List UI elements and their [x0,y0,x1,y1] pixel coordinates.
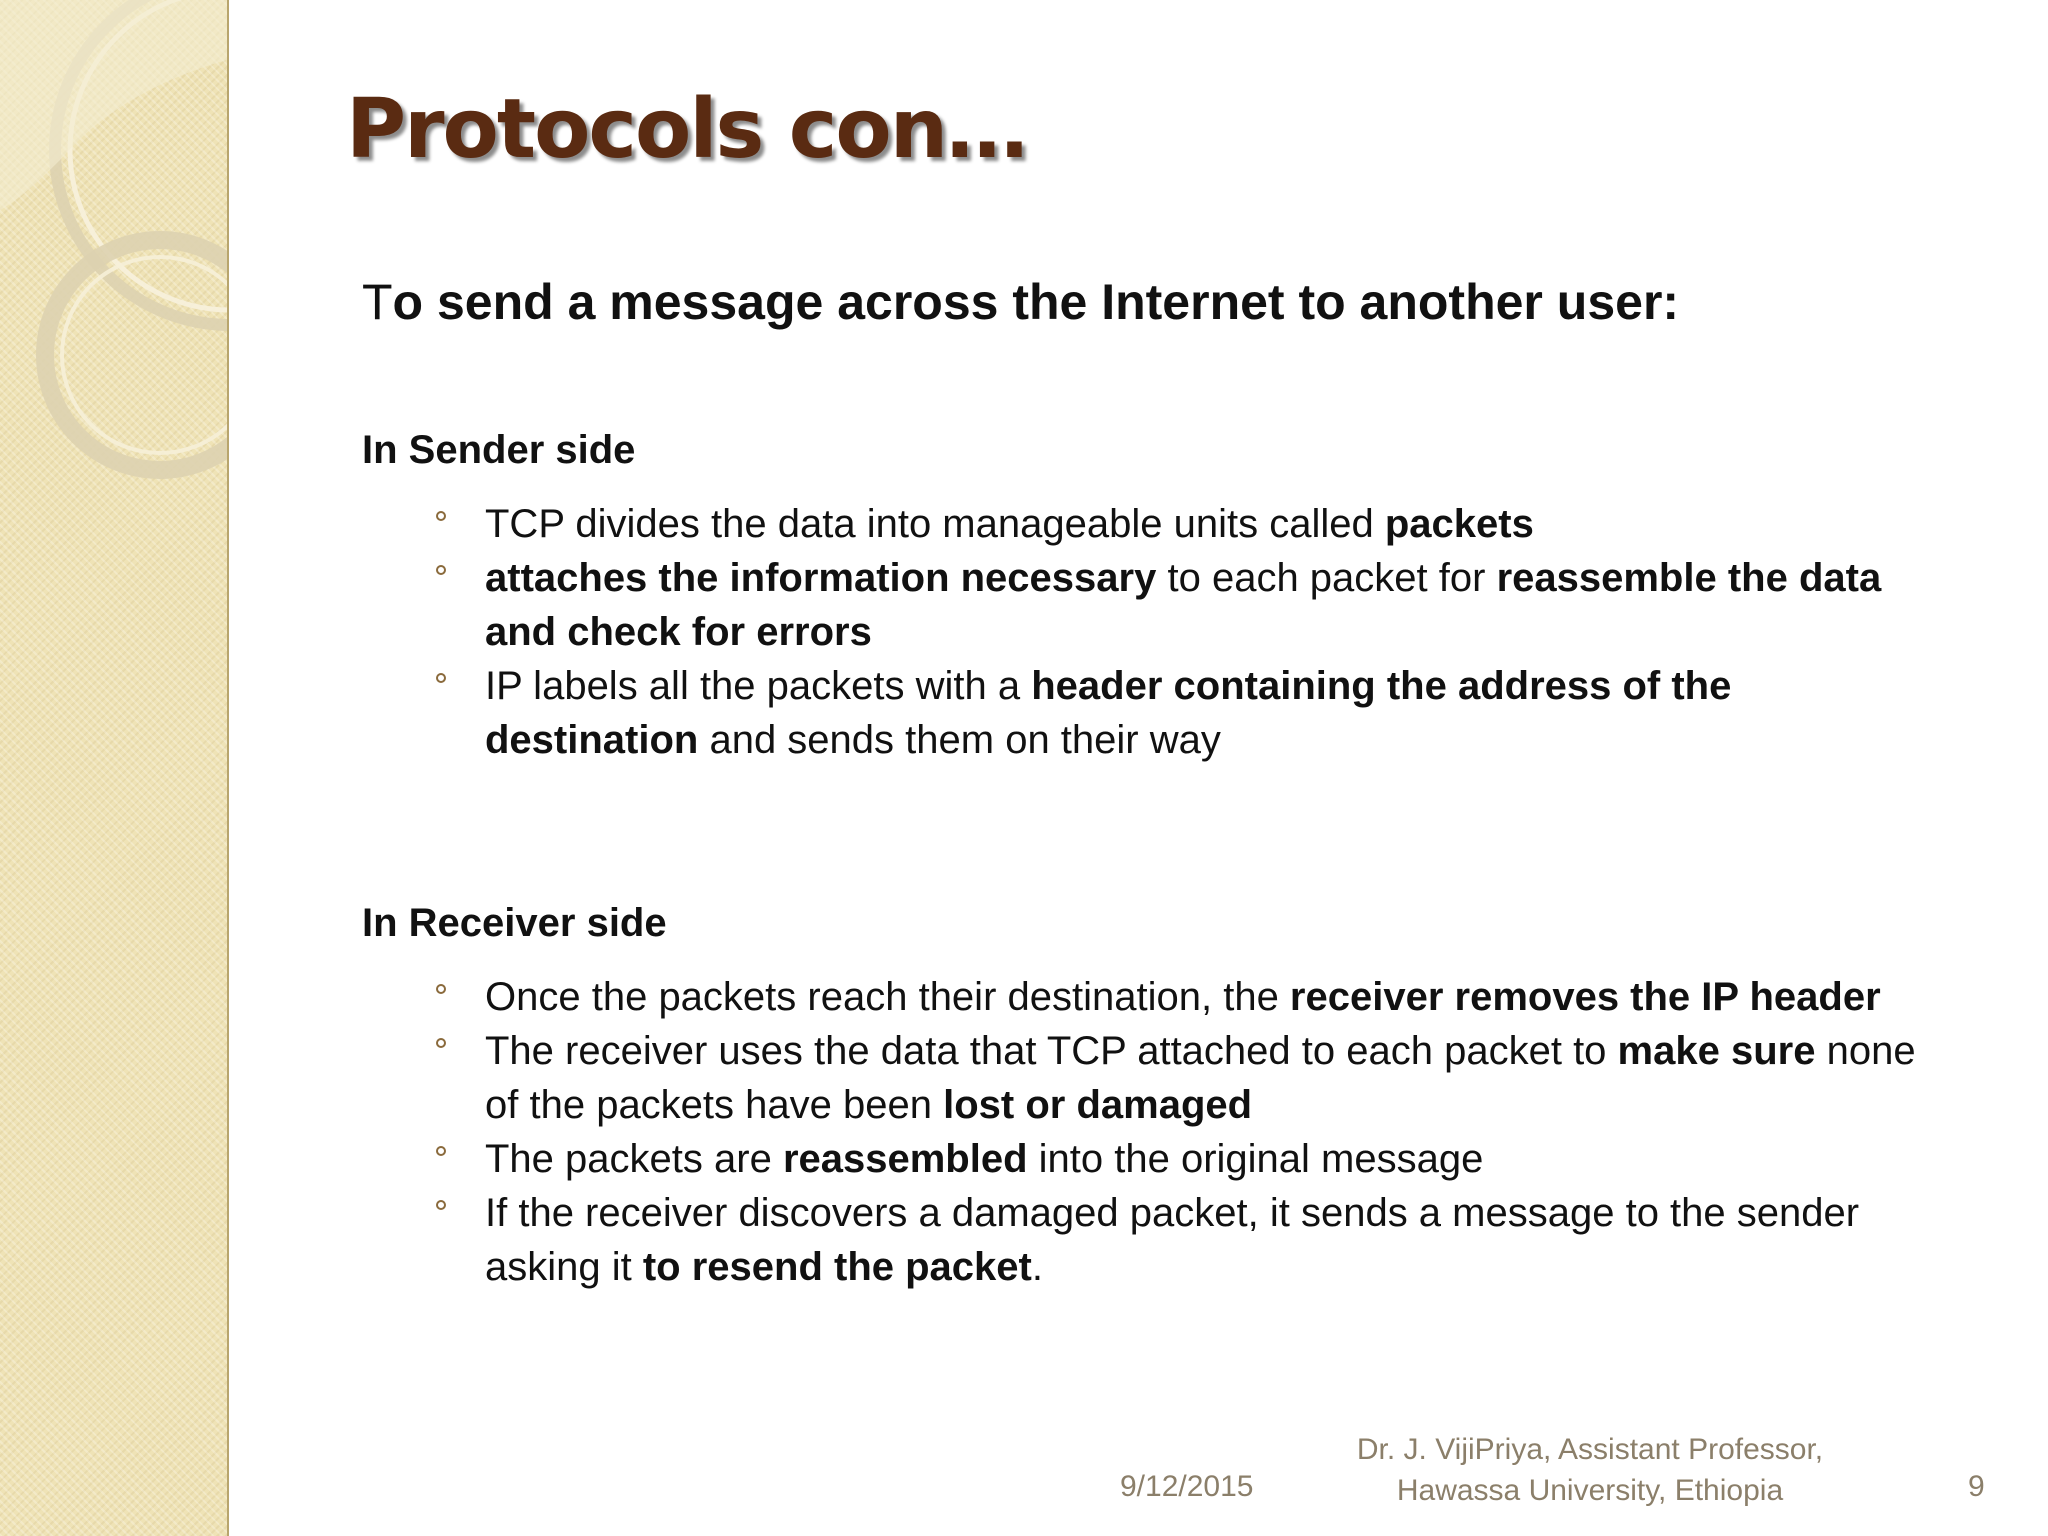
footer-date: 9/12/2015 [1120,1470,1254,1503]
bullet-text: Once the packets reach their destination, the [485,975,1290,1019]
receiver-bullet-list [428,970,1928,1294]
bullet-circle-icon [436,1200,446,1210]
bullet-text-bold: receiver removes the IP header [1289,975,1881,1019]
footer-author-line2: Hawassa University, Ethiopia [1396,1474,1784,1507]
bullet-text: and sends them on their way [698,718,1221,762]
bullet-text-bold: make sure [1617,1029,1816,1073]
bullet-text: . [1031,1245,1043,1289]
subtitle-rest: o send a message across the Internet to another user: [392,274,1680,330]
bullet-circle-icon [436,511,446,521]
bullet-text: IP labels all the packets with a [485,664,1032,708]
bullet-circle-icon [436,673,446,683]
bullet-text-bold: reassembled [782,1137,1028,1181]
sender-bullet-list [428,497,1928,767]
footer-author [1290,1429,1890,1511]
bullet-text-bold: attaches the information necessary [485,556,1157,600]
bullet-item [428,659,1928,767]
bullet-item [428,1132,1928,1186]
bullet-text: to each packet for [1156,556,1497,600]
bullet-text: into the original message [1027,1137,1484,1181]
bullet-circle-icon [436,1038,446,1048]
bullet-text-bold: to resend the packet [642,1245,1032,1289]
bullet-text: If the receiver discovers a damaged packet, it sends a message to the sender asking it [485,1191,1860,1289]
bullet-circle-icon [436,565,446,575]
bullet-text: The packets are [485,1137,783,1181]
slide-page-number: 9 [1968,1470,1985,1503]
bullet-item [428,1186,1928,1294]
receiver-side-heading: In Receiver side [362,901,667,945]
bullet-item [428,970,1928,1024]
bullet-text-bold: lost or damaged [943,1083,1253,1127]
sender-side-heading: In Sender side [362,428,636,472]
bullet-item [428,551,1928,659]
bullet-text: The receiver uses the data that TCP attached to each packet to [485,1029,1618,1073]
footer-author-line1: Dr. J. VijiPriya, Assistant Professor, [1356,1433,1824,1466]
bullet-text-bold: packets [1384,502,1534,546]
bullet-text: TCP divides the data into manageable units called [485,502,1385,546]
bullet-item [428,1024,1928,1132]
slide-title: Protocols con… [346,82,1027,177]
bullet-text-bold: reassemble the data and check for errors [485,556,1882,654]
subtitle-lead: T [362,274,393,330]
decorative-side-panel [0,0,229,1536]
bullet-circle-icon [436,984,446,994]
bullet-text-bold: header containing the address of the destination [485,664,1732,762]
bullet-item [428,497,1928,551]
slide-subtitle [362,273,1679,331]
decorative-rings-graphic [0,0,227,1536]
bullet-circle-icon [436,1146,446,1156]
bullet-text: none of the packets have been [485,1029,1916,1127]
